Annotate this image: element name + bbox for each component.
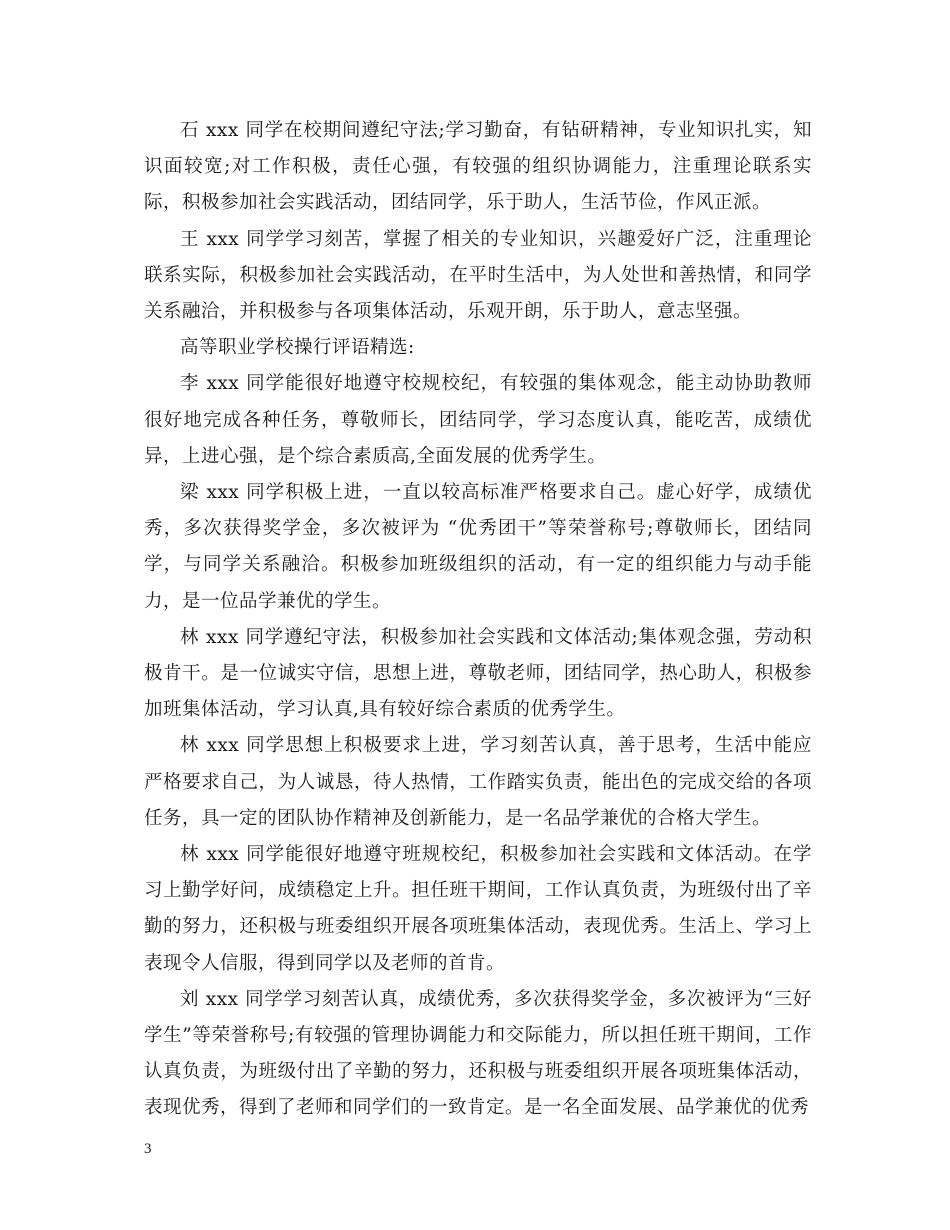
paragraph-li: 李 xxx 同学能很好地遵守校规校纪，有较强的集体观念，能主动协助教师很好地完成各种任务，尊敬师长，团结同学，学习态度认真，能吃苦，成绩优异，上进心强，是个综合素质高,全面发展的优秀学生。 — [144, 373, 812, 467]
section-heading: 高等职业学校操行评语精选: — [180, 337, 415, 359]
document-body — [144, 113, 812, 1127]
paragraph-wang: 王 xxx 同学学习刻苦，掌握了相关的专业知识，兴趣爱好广泛，注重理论联系实际，积极参加社会实践活动，在平时生活中，为人处世和善热情，和同学关系融洽，并积极参与各项集体活动，乐观开朗，乐于助人，意志坚强。 — [144, 228, 812, 323]
page-number: 3 — [144, 1141, 152, 1157]
paragraph-lin-3: 林 xxx 同学能很好地遵守班规校纪，积极参加社会实践和文体活动。在学习上勤学好问，成绩稳定上升。担任班干期间，工作认真负责，为班级付出了辛勤的努力，还积极与班委组织开展各项班集体活动，表现优秀。生活上、学习上表现令人信服，得到同学以及老师的首肯。 — [144, 844, 812, 974]
paragraph-liang: 梁 xxx 同学积极上进，一直以较高标准严格要求自己。虚心好学，成绩优秀，多次获得奖学金，多次被评为 “优秀团干”等荣誉称号;尊敬师长，团结同学，与同学关系融洽。积极参加班级组织的活动，有一定的组织能力与动手能力，是一位品学兼优的学生。 — [144, 482, 812, 612]
paragraph-lin-2: 林 xxx 同学思想上积极要求上进，学习刻苦认真，善于思考，生活中能应严格要求自己，为人诚恳，待人热情，工作踏实负责，能出色的完成交给的各项任务，具一定的团队协作精神及创新能力，是一名品学兼优的合格大学生。 — [144, 735, 812, 829]
paragraph-liu: 刘 xxx 同学学习刻苦认真，成绩优秀，多次获得奖学金，多次被评为“三好学生”等荣誉称号;有较强的管理协调能力和交际能力，所以担任班干期间，工作认真负责，为班级付出了辛勤的努力，还积极与班委组织开展各项班集体活动，表现优秀，得到了老师和同学们的一致肯定。是一名全面发展、品学兼优的优秀 — [144, 988, 812, 1119]
paragraph-shi: 石 xxx 同学在校期间遵纪守法;学习勤奋，有钻研精神，专业知识扎实，知识面较宽;对工作积极，责任心强，有较强的组织协调能力，注重理论联系实际，积极参加社会实践活动，团结同学，乐于助人，生活节俭，作风正派。 — [144, 120, 812, 214]
paragraph-lin-1: 林 xxx 同学遵纪守法，积极参加社会实践和文体活动;集体观念强，劳动积极肯干。是一位诚实守信，思想上进，尊敬老师，团结同学，热心助人，积极参加班集体活动，学习认真,具有较好综合素质的优秀学生。 — [144, 626, 812, 721]
